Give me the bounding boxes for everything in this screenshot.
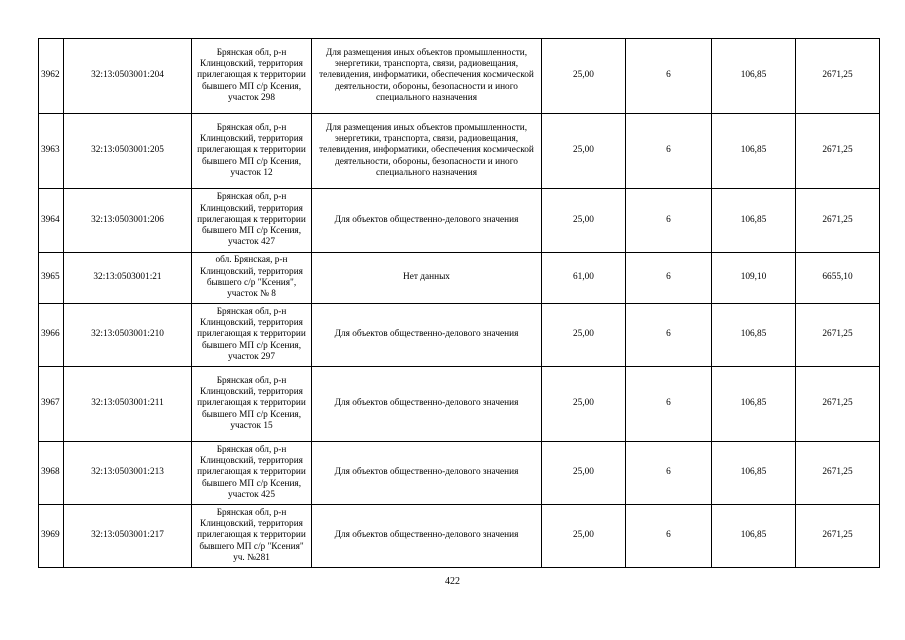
table-row: [39, 114, 880, 189]
table-row: [39, 304, 880, 367]
table-row: [39, 505, 880, 568]
cadastral-number-cell: 32:13:0503001:210: [64, 304, 192, 367]
row-number-cell: 3966: [39, 304, 64, 367]
purpose-cell: Для объектов общественно-делового значения: [312, 505, 542, 568]
purpose-cell: Для размещения иных объектов промышленности, энергетики, транспорта, связи, радиовещания, телевидения, информатики, обеспечения космической деятельности, обороны, безопасности и иного специального назначения: [312, 39, 542, 114]
cadastral-number-cell: 32:13:0503001:213: [64, 442, 192, 505]
address-cell: Брянская обл, р-н Клинцовский, территория прилегающая к территории бывшего МП с/р Ксения, участок 297: [192, 304, 312, 367]
address-cell: Брянская обл, р-н Клинцовский, территория прилегающая к территории бывшего МП с/р "Ксения" уч. №281: [192, 505, 312, 568]
value-cell: 2671,25: [796, 189, 880, 253]
address-cell: Брянская обл, р-н Клинцовский, территория прилегающая к территории бывшего МП с/р Ксения, участок 15: [192, 367, 312, 442]
area-cell: 25,00: [542, 189, 626, 253]
code-cell: 6: [626, 304, 712, 367]
rate-cell: 106,85: [712, 39, 796, 114]
area-cell: 25,00: [542, 39, 626, 114]
purpose-cell: Для объектов общественно-делового значения: [312, 189, 542, 253]
rate-cell: 106,85: [712, 505, 796, 568]
cadastral-number-cell: 32:13:0503001:211: [64, 367, 192, 442]
value-cell: 2671,25: [796, 367, 880, 442]
purpose-cell: Для размещения иных объектов промышленности, энергетики, транспорта, связи, радиовещания, телевидения, информатики, обеспечения космической деятельности, обороны, безопасности и иного специального назначения: [312, 114, 542, 189]
rate-cell: 106,85: [712, 304, 796, 367]
cadastral-number-cell: 32:13:0503001:217: [64, 505, 192, 568]
page-number: 422: [445, 576, 460, 587]
rate-cell: 109,10: [712, 253, 796, 304]
cadastral-number-cell: 32:13:0503001:205: [64, 114, 192, 189]
code-cell: 6: [626, 442, 712, 505]
area-cell: 25,00: [542, 304, 626, 367]
code-cell: 6: [626, 505, 712, 568]
rate-cell: 106,85: [712, 114, 796, 189]
rate-cell: 106,85: [712, 367, 796, 442]
cadastral-number-cell: 32:13:0503001:206: [64, 189, 192, 253]
rate-cell: 106,85: [712, 189, 796, 253]
table-row: [39, 39, 880, 114]
row-number-cell: 3965: [39, 253, 64, 304]
row-number-cell: 3969: [39, 505, 64, 568]
code-cell: 6: [626, 189, 712, 253]
area-cell: 25,00: [542, 505, 626, 568]
rate-cell: 106,85: [712, 442, 796, 505]
address-cell: Брянская обл, р-н Клинцовский, территория прилегающая к территории бывшего МП с/р Ксения, участок 298: [192, 39, 312, 114]
code-cell: 6: [626, 114, 712, 189]
value-cell: 2671,25: [796, 505, 880, 568]
code-cell: 6: [626, 253, 712, 304]
row-number-cell: 3963: [39, 114, 64, 189]
table-row: [39, 367, 880, 442]
code-cell: 6: [626, 39, 712, 114]
address-cell: обл. Брянская, р-н Клинцовский, территория бывшего с/р "Ксения", участок № 8: [192, 253, 312, 304]
area-cell: 25,00: [542, 114, 626, 189]
cadastral-number-cell: 32:13:0503001:21: [64, 253, 192, 304]
address-cell: Брянская обл, р-н Клинцовский, территория прилегающая к территории бывшего МП с/р Ксения, участок 427: [192, 189, 312, 253]
area-cell: 25,00: [542, 367, 626, 442]
table-row: [39, 253, 880, 304]
cadastral-number-cell: 32:13:0503001:204: [64, 39, 192, 114]
purpose-cell: Для объектов общественно-делового значения: [312, 304, 542, 367]
value-cell: 2671,25: [796, 442, 880, 505]
row-number-cell: 3964: [39, 189, 64, 253]
area-cell: 61,00: [542, 253, 626, 304]
purpose-cell: Для объектов общественно-делового значения: [312, 367, 542, 442]
value-cell: 2671,25: [796, 114, 880, 189]
purpose-cell: Для объектов общественно-делового значения: [312, 442, 542, 505]
row-number-cell: 3967: [39, 367, 64, 442]
row-number-cell: 3968: [39, 442, 64, 505]
address-cell: Брянская обл, р-н Клинцовский, территория прилегающая к территории бывшего МП с/р Ксения, участок 12: [192, 114, 312, 189]
purpose-cell: Нет данных: [312, 253, 542, 304]
value-cell: 2671,25: [796, 304, 880, 367]
address-cell: Брянская обл, р-н Клинцовский, территория прилегающая к территории бывшего МП с/р Ксения, участок 425: [192, 442, 312, 505]
land-plots-table: [38, 38, 880, 568]
value-cell: 2671,25: [796, 39, 880, 114]
value-cell: 6655,10: [796, 253, 880, 304]
code-cell: 6: [626, 367, 712, 442]
table-row: [39, 442, 880, 505]
row-number-cell: 3962: [39, 39, 64, 114]
table-row: [39, 189, 880, 253]
area-cell: 25,00: [542, 442, 626, 505]
